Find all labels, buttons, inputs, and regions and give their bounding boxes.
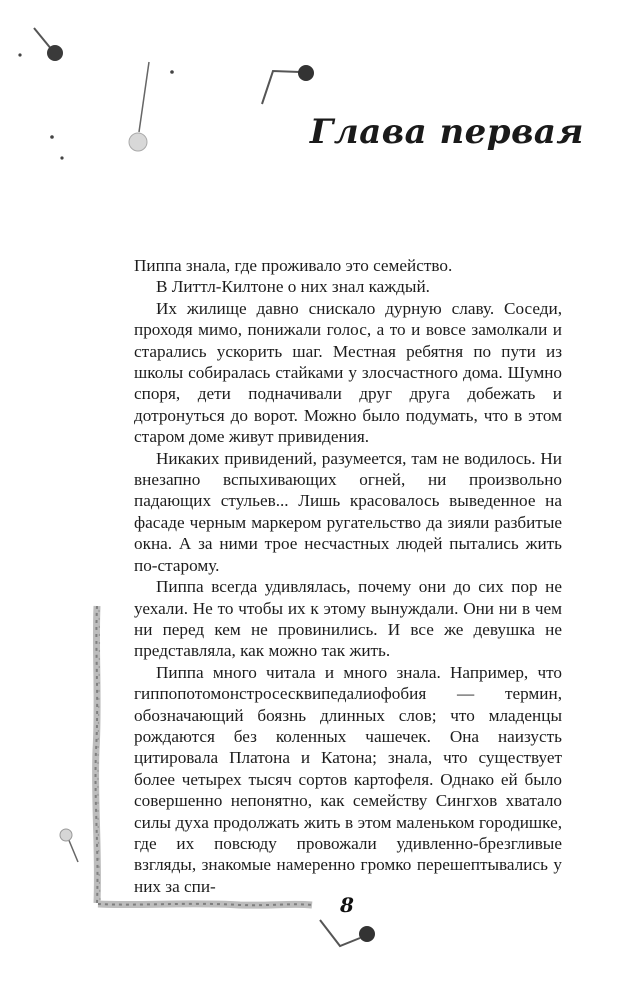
- dot-icon: [50, 135, 54, 139]
- pin-icon: [262, 65, 314, 104]
- dot-icon: [170, 70, 174, 74]
- paragraph: Никаких привидений, разумеется, там не водилось. Ни внезапно вспыхивающих огней, ни произвольно падающих стульев... Лишь красовалось выведенное на фасаде черным маркером ругательство да зияли разбитые окна. А за ними трое несчастных людей пытались жить по-старому.: [134, 448, 562, 575]
- paragraph: Их жилище давно снискало дурную славу. Соседи, проходя мимо, понижали голос, а то и вовсе замолкали и старались ускорить шаг. Местная ребятня по пути из школы собиралась стайками у злосчастного дома. Шумно споря, дети подначивали друг друга добежать и дотронуться до ворот. Можно было подумать, что в этом старом доме живут привидения.: [134, 298, 562, 447]
- paragraph: Пиппа много читала и много знала. Например, что гиппопотомонстросесквипедалиофобия — термин, обозначающий боязнь длинных слов; что младенцы рождаются без коленных чашечек. Она наизусть цитировала Платона и Катона; знала, что существует более четырех тысяч сортов картофеля. Однако ей было совершенно непонятно, как семейству Сингхов хватало силы духа продолжать жить в этом маленьком городишке, где их повсюду провожали удивленно-брезгливые взгляды, знакомые намеренно громко перешептывались у них за спи-: [134, 662, 562, 896]
- pin-icon: [34, 28, 63, 61]
- dot-icon: [18, 53, 21, 56]
- body-text: [134, 255, 562, 897]
- chapter-title: Глава первая: [309, 112, 584, 152]
- page-number: 8: [340, 893, 354, 917]
- paragraph: Пиппа знала, где проживало это семейство.: [134, 256, 453, 275]
- pin-icon: [60, 829, 78, 862]
- pin-icon: [129, 62, 149, 151]
- dot-icon: [60, 156, 63, 159]
- pin-icon: [320, 920, 375, 946]
- paragraph: Пиппа всегда удивлялась, почему они до сих пор не уехали. Не то чтобы их к этому вынуждали. Они ни в чем ни перед кем не провинились. И все же девушка не представляла, как можно так жить.: [134, 577, 562, 661]
- paragraph: В Литтл-Килтоне о них знал каждый.: [156, 277, 430, 297]
